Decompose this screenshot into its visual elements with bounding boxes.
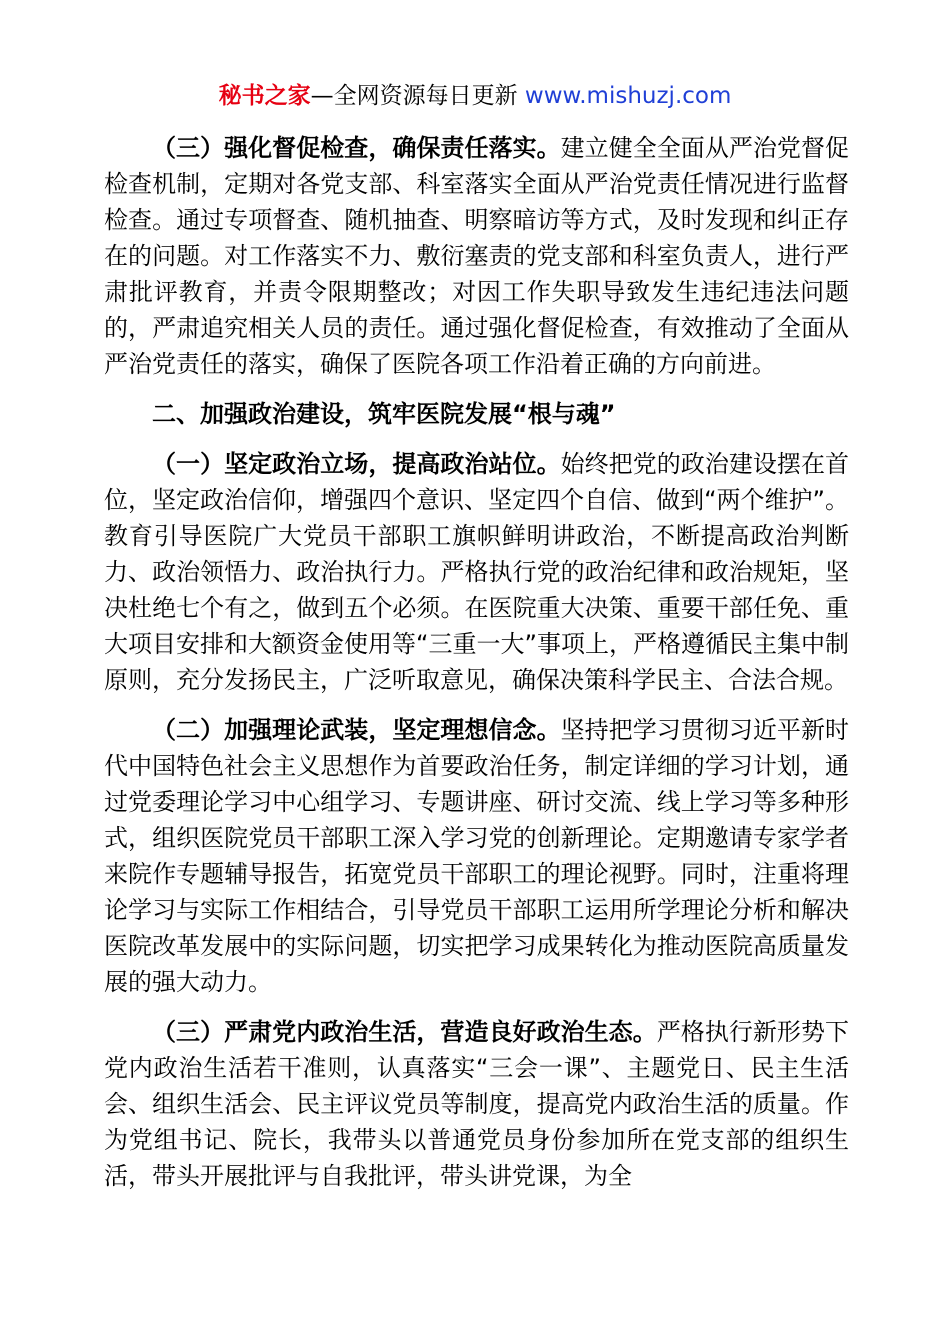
section-heading: 二、加强政治建设，筑牢医院发展“根与魂” — [152, 400, 616, 428]
site-tagline: —全网资源每日更新 — [310, 83, 525, 109]
paragraph-lead: （三）强化督促检查，确保责任落实。 — [152, 134, 561, 162]
paragraph-supervision — [104, 130, 849, 382]
page-header — [0, 80, 950, 112]
paragraph-text: 严格执行新形势下党内政治生活若干准则，认真落实“三会一课”、主题党日、民主生活会、组织生活会、民主评议党员等制度，提高党内政治生活的质量。作为党组书记、院长，我带头以普通党员身份参加所在党支部的组织生活，带头开展批评与自我批评，带头讲党课，为全 — [104, 1018, 849, 1190]
paragraph-text: 坚持把学习贯彻习近平新时代中国特色社会主义思想作为首要政治任务，制定详细的学习计划，通过党委理论学习中心组学习、专题讲座、研讨交流、线上学习等多种形式，组织医院党员干部职工深入学习党的创新理论。定期邀请专家学者来院作专题辅导报告，拓宽党员干部职工的理论视野。同时，注重将理论学习与实际工作相结合，引导党员干部职工运用所学理论分析和解决医院改革发展中的实际问题，切实把学习成果转化为推动医院高质量发展的强大动力。 — [104, 716, 850, 996]
paragraph-political-stance — [104, 446, 849, 698]
paragraph-theory-study — [104, 712, 849, 1000]
site-url-link[interactable]: www.mishuzj.com — [524, 83, 732, 109]
paragraph-text: 始终把党的政治建设摆在首位，坚定政治信仰，增强四个意识、坚定四个自信、做到“两个维护”。教育引导医院广大党员干部职工旗帜鲜明讲政治，不断提高政治判断力、政治领悟力、政治执行力。严格执行党的政治纪律和政治规矩，坚决杜绝七个有之，做到五个必须。在医院重大决策、重要干部任免、重大项目安排和大额资金使用等“三重一大”事项上，严格遵循民主集中制原则，充分发扬民主，广泛听取意见，确保决策科学民主、合法合规。 — [104, 450, 850, 694]
site-brand: 秘书之家 — [218, 83, 311, 109]
paragraph-lead: （一）坚定政治立场，提高政治站位。 — [152, 450, 561, 478]
paragraph-political-life — [104, 1014, 849, 1194]
paragraph-lead: （三）严肃党内政治生活，营造良好政治生态。 — [152, 1018, 657, 1046]
paragraph-lead: （二）加强理论武装，坚定理想信念。 — [152, 716, 561, 744]
paragraph-text: 建立健全全面从严治党督促检查机制，定期对各党支部、科室落实全面从严治党责任情况进行监督检查。通过专项督查、随机抽查、明察暗访等方式，及时发现和纠正存在的问题。对工作落实不力、敷衍塞责的党支部和科室负责人，进行严肃批评教育，并责令限期整改；对因工作失职导致发生违纪违法问题的，严肃追究相关人员的责任。通过强化督促检查，有效推动了全面从严治党责任的落实，确保了医院各项工作沿着正确的方向前进。 — [104, 134, 850, 378]
document-body — [104, 130, 849, 1208]
